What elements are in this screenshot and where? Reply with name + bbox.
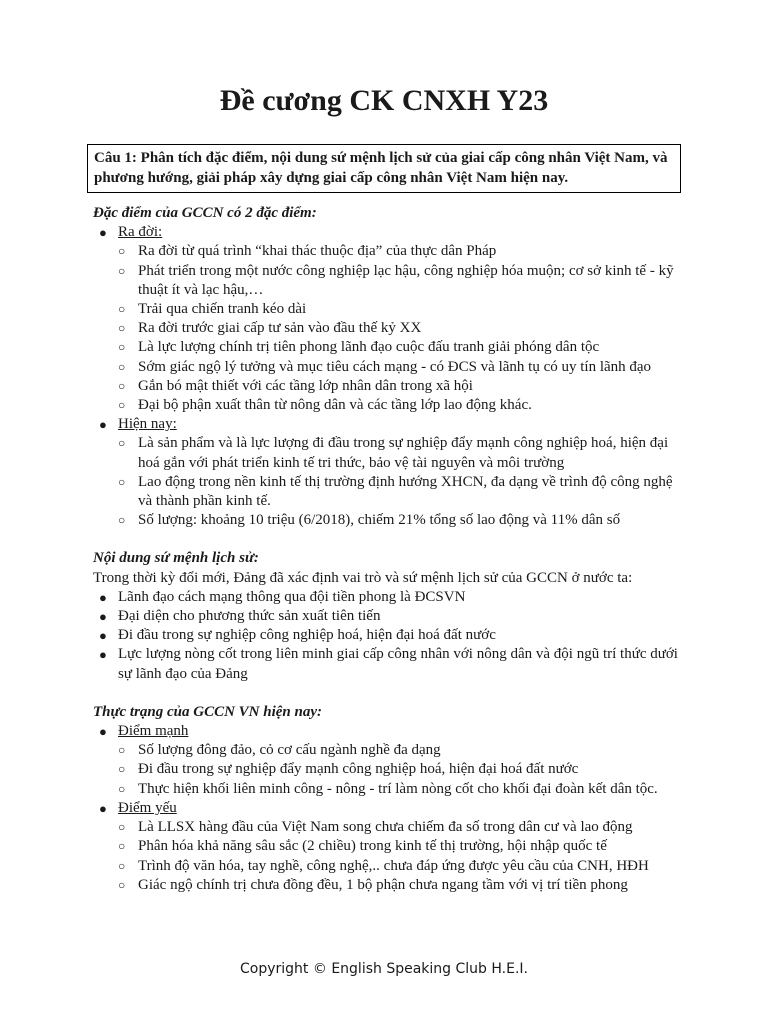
list-item-text: Số lượng đông đảo, cỏ cơ cấu ngành nghề đa dạng <box>138 742 441 759</box>
circle-bullet-icon: ○ <box>118 839 126 854</box>
list-item <box>93 262 683 300</box>
list-item-text: Lực lượng nòng cốt trong liên minh giai cấp công nhân với nông dân và đội ngũ trí thức dưới sự lãnh đạo của Đảng <box>118 646 678 682</box>
list-item <box>93 473 683 511</box>
characteristics-list <box>93 223 683 530</box>
list-item-text: Đi đầu trong sự nghiệp công nghiệp hoá, hiện đại hoá đất nước <box>118 627 496 644</box>
mission-intro: Trong thời kỳ đổi mới, Đảng đã xác định vai trò và sứ mệnh lịch sử của GCCN ở nước ta: <box>93 569 633 586</box>
question-box <box>87 144 681 193</box>
page-title: Đề cương CK CNXH Y23 <box>219 84 549 117</box>
circle-bullet-icon: ○ <box>118 378 126 393</box>
circle-bullet-icon: ○ <box>118 781 126 796</box>
spacer <box>93 684 683 703</box>
circle-bullet-icon: ○ <box>118 321 126 336</box>
circle-bullet-icon: ○ <box>118 513 126 528</box>
bullet-icon: ● <box>99 609 107 625</box>
list-item <box>93 396 683 415</box>
list-item-text: Số lượng: khoảng 10 triệu (6/2018), chiếm 21% tổng số lao động và 11% dân số <box>138 512 621 529</box>
group-label-origin: Ra đời: <box>118 224 163 241</box>
list-item-text: Giác ngộ chính trị chưa đồng đều, 1 bộ phận chưa ngang tầm với vị trí tiền phong <box>138 876 628 893</box>
list-item <box>93 223 683 242</box>
bullet-icon: ● <box>99 647 107 663</box>
section-heading-status: Thực trạng của GCCN VN hiện nay: <box>93 703 323 720</box>
list-item-text: Đại diện cho phương thức sản xuất tiên tiến <box>118 608 381 625</box>
circle-bullet-icon: ○ <box>118 820 126 835</box>
circle-bullet-icon: ○ <box>118 877 126 892</box>
list-item <box>93 645 683 683</box>
list-item-text: Thực hiện khối liên minh công - nông - trí làm nòng cốt cho khối đại đoàn kết dân tộc. <box>138 780 658 797</box>
list-item-text: Gắn bó mật thiết với các tầng lớp nhân dân trong xã hội <box>138 377 473 394</box>
list-item <box>93 415 683 434</box>
list-item-text: Sớm giác ngộ lý tưởng và mục tiêu cách mạng - có ĐCS và lãnh tụ có uy tín lãnh đạo <box>138 358 652 375</box>
list-item-text: Đi đầu trong sự nghiệp đẩy mạnh công nghiệp hoá, hiện đại hoá đất nước <box>138 761 579 778</box>
list-item <box>93 434 683 472</box>
circle-bullet-icon: ○ <box>118 244 126 259</box>
bullet-icon: ● <box>99 628 107 644</box>
circle-bullet-icon: ○ <box>118 743 126 758</box>
group-label-strengths: Điểm mạnh <box>118 723 189 740</box>
circle-bullet-icon: ○ <box>118 436 126 451</box>
circle-bullet-icon: ○ <box>118 302 126 317</box>
list-item <box>93 722 683 741</box>
group-label-present: Hiện nay: <box>118 416 177 433</box>
mission-list <box>93 588 683 684</box>
circle-bullet-icon: ○ <box>118 762 126 777</box>
list-item-text: Đại bộ phận xuất thân từ nông dân và các tầng lớp lao động khác. <box>138 397 532 414</box>
list-item-text: Lãnh đạo cách mạng thông qua đội tiền phong là ĐCSVN <box>118 588 466 605</box>
list-item-text: Phát triển trong một nước công nghiệp lạc hậu, công nghiệp hóa muộn; cơ sở kinh tế - kỹ thuật ít và lạc hậu,… <box>138 262 674 298</box>
list-item <box>93 319 683 338</box>
list-item <box>93 799 683 818</box>
list-item <box>93 300 683 319</box>
list-item-text: Là LLSX hàng đầu của Việt Nam song chưa chiếm đa số trong dân cư và lao động <box>138 819 633 836</box>
list-item <box>93 857 683 876</box>
list-item <box>93 358 683 377</box>
list-item-text: Là sản phẩm và là lực lượng đi đầu trong sự nghiệp đẩy mạnh công nghiệp hoá, hiện đại hoá gắn với phát triển kinh tế tri thức, bảo vệ tài nguyên và môi trường <box>138 435 669 471</box>
list-item <box>93 338 683 357</box>
list-item <box>93 511 683 530</box>
circle-bullet-icon: ○ <box>118 398 126 413</box>
question-text: Câu 1: Phân tích đặc điểm, nội dung sứ mệnh lịch sử của giai cấp công nhân Việt Nam, và phương hướng, giải pháp xây dựng giai cấp công nhân Việt Nam hiện nay. <box>94 150 668 186</box>
list-item-text: Trải qua chiến tranh kéo dài <box>138 301 307 318</box>
list-item <box>93 837 683 856</box>
list-item <box>93 876 683 895</box>
list-item <box>93 607 683 626</box>
circle-bullet-icon: ○ <box>118 263 126 278</box>
circle-bullet-icon: ○ <box>118 858 126 873</box>
list-item <box>93 780 683 799</box>
list-item <box>93 760 683 779</box>
bullet-icon: ● <box>99 225 107 241</box>
list-item <box>93 741 683 760</box>
status-list <box>93 722 683 895</box>
bullet-icon: ● <box>99 800 107 816</box>
spacer <box>93 530 683 549</box>
list-item <box>93 242 683 261</box>
bullet-icon: ● <box>99 589 107 605</box>
circle-bullet-icon: ○ <box>118 474 126 489</box>
section-heading-mission: Nội dung sứ mệnh lịch sử: <box>93 550 259 567</box>
copyright-footer: Copyright © English Speaking Club H.E.I. <box>240 961 528 977</box>
bullet-icon: ● <box>99 724 107 740</box>
group-label-weaknesses: Điểm yếu <box>118 799 177 816</box>
document-body <box>93 204 683 895</box>
list-item <box>93 377 683 396</box>
list-item <box>93 818 683 837</box>
section-heading-characteristics: Đặc điểm của GCCN có 2 đặc điểm: <box>93 205 317 221</box>
list-item-text: Là lực lượng chính trị tiên phong lãnh đạo cuộc đấu tranh giải phóng dân tộc <box>138 339 600 356</box>
list-item-text: Lao động trong nền kinh tế thị trường định hướng XHCN, đa dạng về trình độ công nghệ và thành phần kinh tế. <box>138 473 673 510</box>
bullet-icon: ● <box>99 417 107 433</box>
list-item-text: Phân hóa khả năng sâu sắc (2 chiều) trong kinh tế thị trường, hội nhập quốc tế <box>138 838 607 855</box>
circle-bullet-icon: ○ <box>118 359 126 374</box>
list-item-text: Ra đời trước giai cấp tư sản vào đầu thế kỷ XX <box>138 320 422 337</box>
list-item <box>93 588 683 607</box>
list-item <box>93 626 683 645</box>
list-item-text: Ra đời từ quá trình “khai thác thuộc địa” của thực dân Pháp <box>138 243 497 260</box>
list-item-text: Trình độ văn hóa, tay nghề, công nghệ,.. chưa đáp ứng được yêu cầu của CNH, HĐH <box>138 857 649 874</box>
circle-bullet-icon: ○ <box>118 340 126 355</box>
